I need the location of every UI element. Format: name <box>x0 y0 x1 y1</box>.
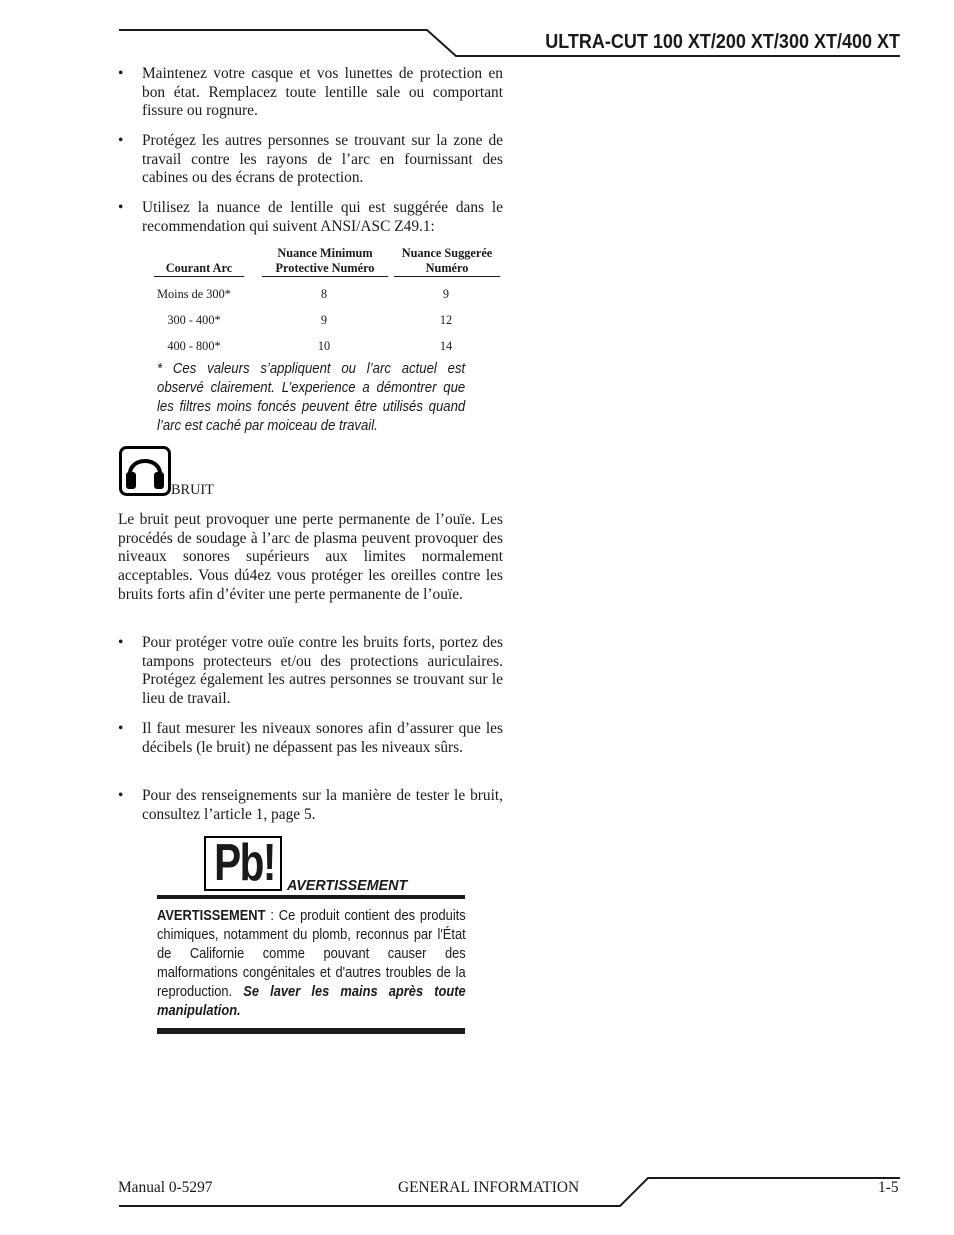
table-cell: 9 <box>442 287 450 301</box>
table-note: * Ces valeurs s’appliquent ou l’arc actuel est observé clairement. L’experience a démontrer que les filtres moins foncés peuvent être utilisés quand l’arc est caché par moiceau de travail. <box>157 361 466 434</box>
list-item: • Utilisez la nuance de lentille qui est suggérée dans le recommendation qui suivent ANSI/ASC Z49.1: <box>118 199 503 235</box>
warning-text: AVERTISSEMENT : Ce produit contient des produits chimiques, notamment du plomb, reconnus par l'État de Californie comme pouvant causer des malformations congénitales et d'autres troubles de la reproduction. Se laver les mains après toute manipulation. <box>157 908 466 1019</box>
lead-warning-icon: Pb! <box>204 836 282 891</box>
table-cell: Moins de 300* <box>157 287 231 301</box>
table-cell: 400 - 800* <box>167 339 221 353</box>
page-number: 1-5 <box>878 1179 899 1196</box>
bullet-icon: • <box>118 132 124 149</box>
list-item: • Maintenez votre casque et vos lunettes de protection en bon état. Remplacez toute lentille sale ou comportant fissure ou rognure. <box>118 65 503 120</box>
table-cell: 9 <box>320 313 328 327</box>
list-item: • Il faut mesurer les niveaux sonores afin d’assurer que les décibels (le bruit) ne dépassent pas les niveaux sûrs. <box>118 720 503 756</box>
table-header: Nuance Minimum Protective Numéro <box>262 246 388 277</box>
bullet-icon: • <box>118 634 124 651</box>
bullet-icon: • <box>118 65 124 82</box>
ear-protection-icon <box>119 446 171 496</box>
table-cell: 12 <box>439 313 453 327</box>
list-item: • Pour des renseignements sur la manière de tester le bruit, consultez l’article 1, page 5. <box>118 787 503 823</box>
section-heading: BRUIT <box>171 482 214 498</box>
warning-bottom-rule <box>157 1028 465 1034</box>
table-cell: 10 <box>317 339 331 353</box>
shade-table <box>140 246 520 358</box>
table-header: Courant Arc <box>154 261 244 277</box>
section-name: GENERAL INFORMATION <box>398 1179 580 1196</box>
list-item: • Pour protéger votre ouïe contre les bruits forts, portez des tampons protecteurs et/ou des protections auriculaires. Protégez également les autres personnes se trouvant sur le lieu de travail. <box>118 634 503 708</box>
manual-number: Manual 0-5297 <box>118 1179 213 1196</box>
table-cell: 14 <box>439 339 453 353</box>
noise-paragraph: Le bruit peut provoquer une perte permanente de l’ouïe. Les procédés de soudage à l’arc de plasma peuvent provoquer des niveaux sonores supérieurs aux limites normalement acceptables. Vous dú4ez vous protéger les oreilles contre les bruits forts afin d’éviter une perte permanente de l’ouïe. <box>118 511 503 603</box>
table-cell: 8 <box>320 287 328 301</box>
warning-top-rule <box>157 895 465 899</box>
table-header: Nuance Suggerée Numéro <box>394 246 500 277</box>
document-title: ULTRA-CUT 100 XT/200 XT/300 XT/400 XT <box>545 31 900 53</box>
table-cell: 300 - 400* <box>167 313 221 327</box>
bullet-icon: • <box>118 787 124 804</box>
bullet-icon: • <box>118 199 124 216</box>
bullet-icon: • <box>118 720 124 737</box>
warning-heading: AVERTISSEMENT <box>287 878 408 894</box>
list-item: • Protégez les autres personnes se trouvant sur la zone de travail contre les rayons de l’arc en fournissant des cabines ou des écrans de protection. <box>118 132 503 187</box>
